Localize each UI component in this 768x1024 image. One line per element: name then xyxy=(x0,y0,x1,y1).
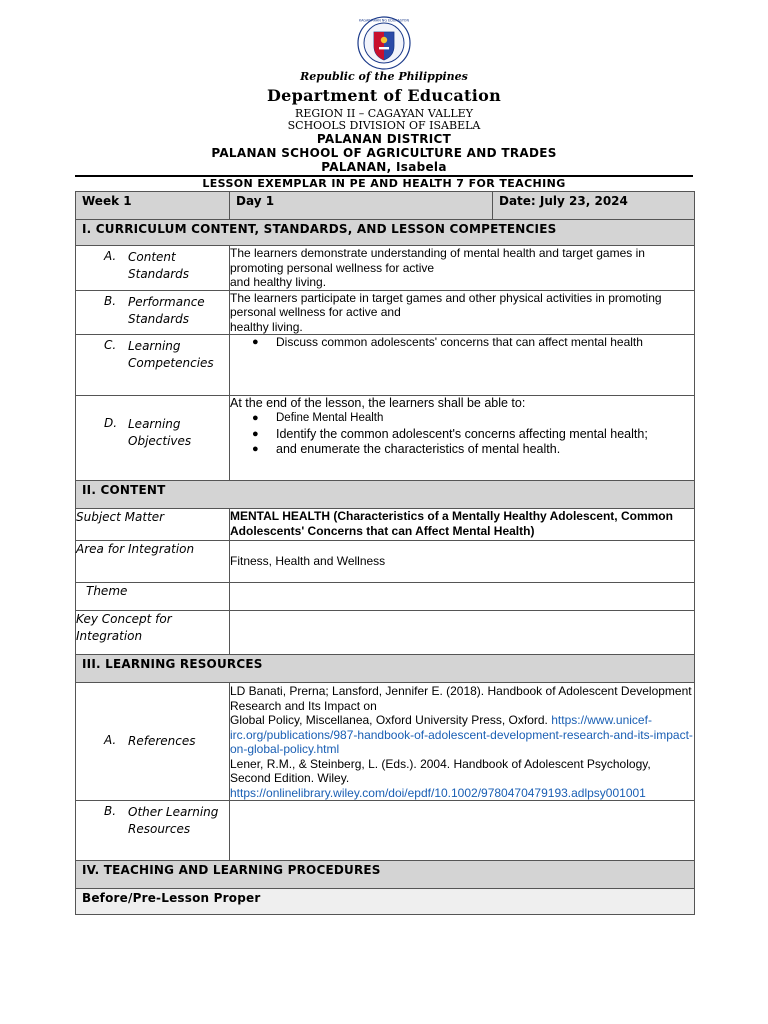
exemplar-title: LESSON EXEMPLAR IN PE AND HEALTH 7 FOR TEACHING xyxy=(202,177,566,190)
theme-value xyxy=(230,583,695,611)
bullet-icon: ● xyxy=(252,336,259,348)
objective-text: and enumerate the characteristics of mental health. xyxy=(276,441,561,456)
row-letter: A. xyxy=(104,733,117,747)
performance-standards-row xyxy=(76,290,695,335)
reference-text: LD Banati, Prerna; Lansford, Jennifer E. (2018). Handbook of Adolescent Development Research and Its Impact on xyxy=(230,684,692,713)
section-heading-row xyxy=(76,220,695,246)
performance-standards-label-cell xyxy=(76,290,230,335)
content-standards-label: Content Standards xyxy=(128,250,190,281)
section1-heading: I. CURRICULUM CONTENT, STANDARDS, AND LESSON COMPETENCIES xyxy=(76,220,695,246)
theme-label: Theme xyxy=(76,583,230,611)
date-label: Date: xyxy=(499,194,536,208)
section-heading-row xyxy=(76,861,695,889)
section3-heading: III. LEARNING RESOURCES xyxy=(76,655,695,683)
key-concept-value xyxy=(230,611,695,655)
bullet-icon: ● xyxy=(252,428,259,440)
performance-standards-text-cont: healthy living. xyxy=(230,319,303,334)
lesson-exemplar-table xyxy=(75,191,695,915)
department-name: Department of Education xyxy=(266,86,502,105)
objective-text: Identify the common adolescent's concerns affecting mental health; xyxy=(276,427,648,441)
list-item xyxy=(230,411,694,426)
bullet-icon: ● xyxy=(252,411,259,424)
reference-publisher: Global Policy, Miscellanea, Oxford University Press, Oxford. xyxy=(230,713,548,727)
section-heading-row xyxy=(76,481,695,509)
subject-matter-value: MENTAL HEALTH (Characteristics of a Mentally Healthy Adolescent, Common Adolescents' Concerns that can Affect Mental Health) xyxy=(230,509,695,541)
section2-heading: II. CONTENT xyxy=(76,481,695,509)
other-resources-value xyxy=(230,801,695,861)
date-value: July 23, 2024 xyxy=(539,194,628,208)
other-resources-label: Other Learning Resources xyxy=(128,805,219,836)
week-cell: Week 1 xyxy=(76,192,230,220)
learning-objectives-value xyxy=(230,396,695,481)
row-letter: B. xyxy=(104,804,117,818)
subject-matter-row xyxy=(76,509,695,541)
competency-text: Discuss common adolescents' concerns that can affect mental health xyxy=(276,335,643,349)
deped-seal-icon xyxy=(357,16,411,70)
key-concept-label: Key Concept for Integration xyxy=(76,611,230,655)
reference-text xyxy=(230,713,694,757)
school-line: PALANAN SCHOOL OF AGRICULTURE AND TRADES xyxy=(211,146,557,160)
learning-competencies-label-cell xyxy=(76,335,230,396)
theme-row xyxy=(76,583,695,611)
references-value xyxy=(230,683,695,801)
content-standards-value xyxy=(230,246,695,291)
area-integration-value: Fitness, Health and Wellness xyxy=(230,541,695,583)
learning-objectives-label: Learning Objectives xyxy=(128,417,192,448)
date-cell xyxy=(493,192,695,220)
list-item xyxy=(230,335,694,350)
content-standards-label-cell xyxy=(76,246,230,291)
row-letter: A. xyxy=(104,249,117,263)
other-resources-label-cell xyxy=(76,801,230,861)
reference-link[interactable]: https://onlinelibrary.wiley.com/doi/epdf/10.1002/9780470479193.adlpsy001001 xyxy=(230,785,646,800)
row-letter: B. xyxy=(104,293,117,308)
reference-text: Lener, R.M., & Steinberg, L. (Eds.). 2004. Handbook of Adolescent Psychology, Second Edition. Wiley. xyxy=(230,756,651,785)
objective-text: Define Mental Health xyxy=(276,411,384,424)
reference-link[interactable]: https://www.unicef-irc.org/publications/987-handbook-of-adolescent-development-research-and-its-impact-on-global-policy.html xyxy=(230,713,693,756)
location-line: PALANAN, Isabela xyxy=(321,160,447,174)
area-integration-label: Area for Integration xyxy=(76,541,230,583)
references-label-cell xyxy=(76,683,230,801)
references-label: References xyxy=(128,734,196,748)
division-line: SCHOOLS DIVISION OF ISABELA xyxy=(287,119,481,132)
learning-competencies-value xyxy=(230,335,695,396)
list-item xyxy=(230,442,694,457)
content-standards-text-cont: and healthy living. xyxy=(230,275,327,289)
day-cell: Day 1 xyxy=(230,192,493,220)
region-line: REGION II – CAGAYAN VALLEY xyxy=(295,107,473,120)
subject-matter-label: Subject Matter xyxy=(76,509,230,541)
row-letter: C. xyxy=(104,338,117,352)
performance-standards-label: Performance Standards xyxy=(128,294,205,326)
meta-row xyxy=(76,192,695,220)
content-standards-row xyxy=(76,246,695,291)
content-standards-text: The learners demonstrate understanding of mental health and target games in promoting personal wellness for active xyxy=(230,246,645,275)
seal-lettering: KAGAWARAN NG EDUKASYON xyxy=(358,18,410,23)
republic-line: Republic of the Philippines xyxy=(300,70,468,83)
learning-objectives-row xyxy=(76,396,695,481)
section4-heading: IV. TEACHING AND LEARNING PROCEDURES xyxy=(76,861,695,889)
district-line: PALANAN DISTRICT xyxy=(316,132,452,146)
learning-competencies-label: Learning Competencies xyxy=(128,339,214,370)
row-letter: D. xyxy=(104,416,118,430)
pre-lesson-heading: Before/Pre-Lesson Proper xyxy=(76,889,695,915)
objectives-intro: At the end of the lesson, the learners shall be able to: xyxy=(230,396,526,410)
performance-standards-value xyxy=(230,290,695,335)
references-row xyxy=(76,683,695,801)
pre-lesson-row xyxy=(76,889,695,915)
other-resources-row xyxy=(76,801,695,861)
key-concept-row xyxy=(76,611,695,655)
performance-standards-text: The learners participate in target games and other physical activities in promoting personal wellness for active and xyxy=(230,290,662,319)
learning-objectives-label-cell xyxy=(76,396,230,481)
bullet-icon: ● xyxy=(252,442,259,455)
list-item xyxy=(230,427,694,442)
section-heading-row xyxy=(76,655,695,683)
area-integration-row xyxy=(76,541,695,583)
learning-competencies-row xyxy=(76,335,695,396)
